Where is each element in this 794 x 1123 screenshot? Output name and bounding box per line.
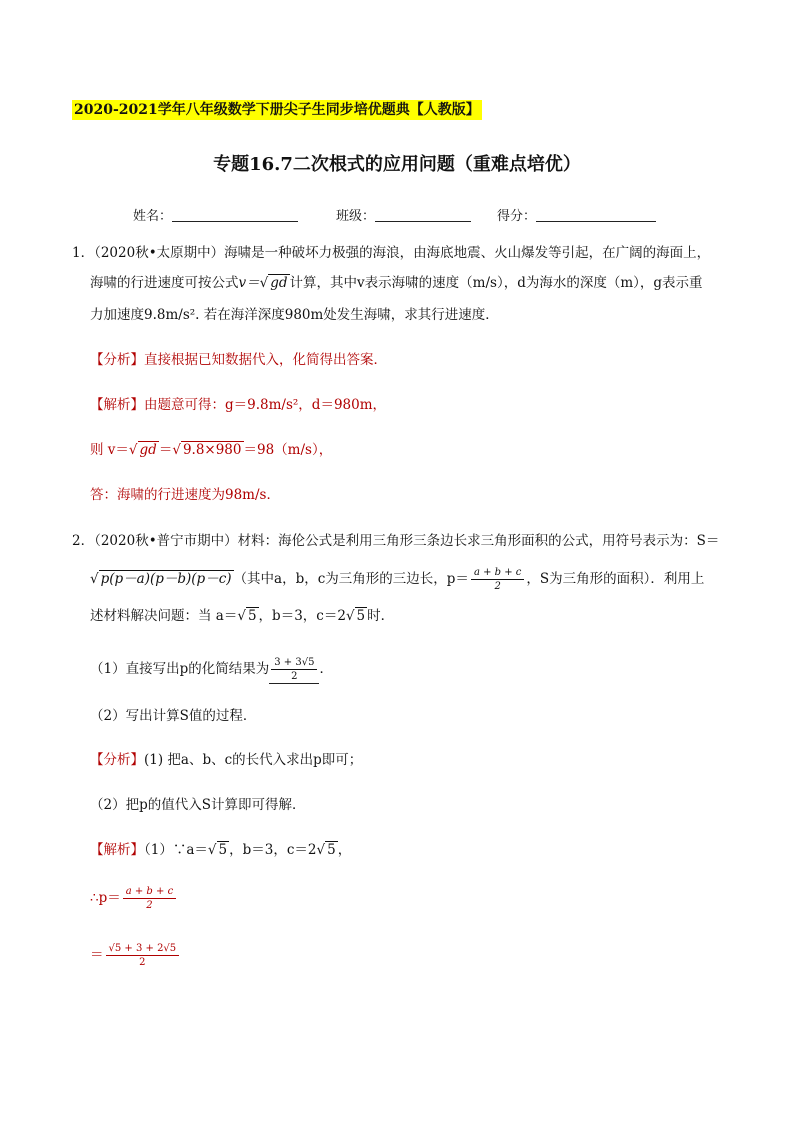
solution-tag: 【解析】 (90, 842, 144, 858)
name-blank (172, 208, 298, 222)
class-blank (375, 208, 471, 222)
q2-line3: 述材料解决问题：当 a＝√ 5 ，b＝3，c＝2√ 5 时． (90, 608, 395, 624)
solution-tag: 【解析】 (90, 397, 144, 413)
name-field (133, 205, 298, 224)
q2-solution: 【解析】（1）∵a＝√ 5 ，b＝3，c＝2√ 5 ， (90, 842, 352, 858)
analysis-tag: 【分析】 (90, 752, 144, 768)
q1-line1: 1．（2020秋•太原期中）海啸是一种破坏力极强的海浪，由海底地震、火山爆发等引起，在广阔的海面上， (72, 245, 711, 261)
q2-step3: ＝ $\frac{√5 + 3 + 2√5}{2}$ (90, 942, 181, 969)
q2-analysis2: （2）把p的值代入S计算即可得解． (90, 797, 306, 813)
q1-line2: 海啸的行进速度可按公式v＝√ gd 计算，其中v表示海啸的速度（m/s），d为海水的深度（m），g表示重 (90, 275, 703, 291)
page-title: 专题16.7二次根式的应用问题（重难点培优） (213, 154, 581, 175)
sqrt-gd: √ gd (259, 275, 288, 291)
class-field (336, 205, 471, 224)
name-label: 姓名： (133, 209, 173, 224)
q1-computation: 则 v＝√ gd ＝√ 9.8×980 ＝98（m/s）， (90, 442, 333, 458)
analysis-tag: 【分析】 (90, 352, 144, 368)
score-blank (536, 208, 656, 222)
class-label: 班级： (336, 209, 376, 224)
q1-analysis: 【分析】直接根据已知数据代入，化简得出答案． (90, 352, 387, 368)
q2-sub1: （1）直接写出p的化简结果为 $\frac{3 + 3√5}{2}$ ． (90, 657, 333, 682)
q2-sub2: （2）写出计算S值的过程． (90, 708, 257, 724)
q2-line2: √ p(p－a)(p－b)(p－c) （其中a，b，c为三角形的三边长，p＝ $\frac{a + b + c}{2}$ ，S为三角形的面积）．利用上 (90, 567, 705, 592)
q1-line3: 力加速度9.8m/s². 若在海洋深度980m处发生海啸，求其行进速度． (90, 307, 499, 323)
series-banner: 2020-2021学年八年级数学下册尖子生同步培优题典【人教版】 (74, 102, 480, 118)
q2-step2: ∴p＝ $\frac{a + b + c}{2}$ (90, 885, 178, 912)
score-field (497, 205, 656, 224)
q2-line1: 2．（2020秋•普宁市期中）材料：海伦公式是利用三角形三条边长求三角形面积的公式，用符号表示为：S＝ (72, 533, 720, 549)
score-label: 得分： (497, 209, 537, 224)
q1-solution: 【解析】由题意可得：g＝9.8m/s²，d＝980m， (90, 397, 387, 413)
q2-analysis: 【分析】(1) 把a、b、c的长代入求出p即可； (90, 752, 363, 768)
q1-answer: 答：海啸的行进速度为98m/s． (90, 487, 280, 503)
